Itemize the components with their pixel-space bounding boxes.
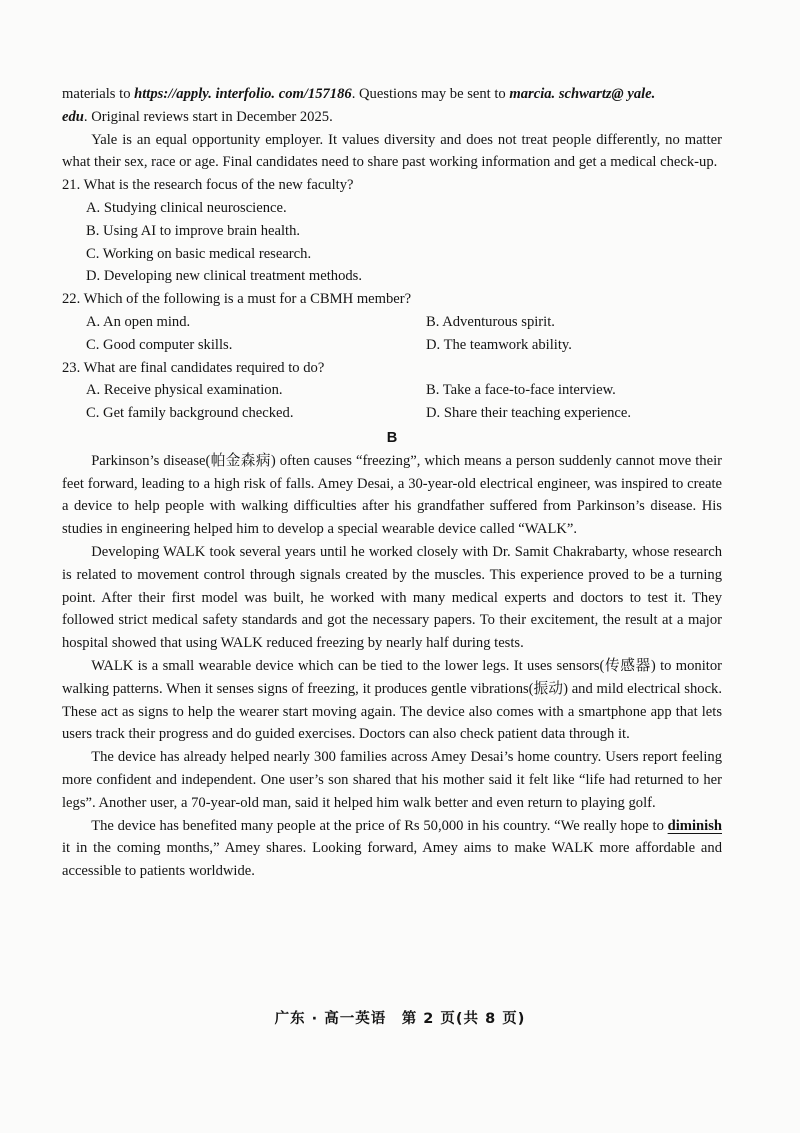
option-d: D. Developing new clinical treatment methods. — [86, 268, 362, 285]
section-heading-b: B — [386, 429, 398, 446]
text-fragment: . Original reviews start in December 2025. — [83, 108, 333, 125]
underlined-word: diminish — [667, 817, 722, 834]
question-23 — [62, 357, 722, 425]
text-fragment: The device has benefited many people at the price of Rs 50,000 in his country. “We really hope to — [91, 817, 668, 834]
text-fragment: . Questions may be sent to — [351, 86, 510, 102]
question-22 — [62, 288, 722, 356]
option-grid — [62, 379, 722, 425]
application-url: https://apply. interfolio. com/157186 — [134, 86, 352, 102]
text-fragment: materials to — [62, 86, 135, 102]
option-b: B. Take a face-to-face interview. — [426, 382, 616, 399]
passage-b-paragraph-5 — [62, 815, 722, 883]
option-a: A. An open mind. — [86, 313, 191, 330]
option-list — [62, 197, 722, 288]
text-fragment: it in the coming months,” Amey shares. Looking forward, Amey aims to make WALK more affordable and accessible to patients worldwide. — [62, 840, 722, 880]
question-stem: 22. Which of the following is a must for a CBMH member? — [62, 291, 412, 308]
passage-a-tail — [62, 83, 722, 129]
option-b: B. Adventurous spirit. — [426, 313, 555, 330]
page-content — [62, 83, 722, 883]
option-b: B. Using AI to improve brain health. — [86, 222, 301, 239]
option-c: C. Good computer skills. — [86, 336, 233, 353]
passage-b-paragraph-3: WALK is a small wearable device which can be tied to the lower legs. It uses sensors(传感器) to monitor walking patterns. When it senses signs of freezing, it produces gentle vibrations(振动) and mild electrical shock. These act as signs to help the wearer start moving again. The device also comes with a smartphone app that lets users track their progress and do guided exercises. Doctors can also check patient data through it. — [62, 657, 722, 743]
equal-opportunity-paragraph: Yale is an equal opportunity employer. It values diversity and does not treat people differently, no matter what their sex, race or age. Final candidates need to share past working information and get a medical check-up. — [62, 131, 722, 171]
passage-b-paragraph-4: The device has already helped nearly 300 families across Amey Desai’s home country. Users report feeling more confident and independent. One user’s son shared that his mother said it felt like “life had returned to her legs”. Another user, a 70-year-old man, said it helped him walk better and even return to playing golf. — [62, 749, 722, 811]
option-d: D. The teamwork ability. — [426, 336, 572, 353]
option-c: C. Get family background checked. — [86, 405, 294, 422]
contact-email-part2: edu — [62, 108, 84, 125]
question-stem: 21. What is the research focus of the new faculty? — [62, 177, 354, 194]
option-d: D. Share their teaching experience. — [426, 405, 632, 422]
page-footer: 广东 · 高一英语 第 2 页(共 8 页) — [274, 1011, 526, 1027]
contact-email-part1: marcia. schwartz@ yale. — [509, 86, 656, 102]
option-a: A. Studying clinical neuroscience. — [86, 199, 287, 216]
passage-b-paragraph-2: Developing WALK took several years until he worked closely with Dr. Samit Chakrabarty, whose research is related to movement control through signals created by the muscles. This experience proved to be a turning point. After their first model was built, he worked with many medical experts and doctors to test it. They followed strict medical safety standards and got the necessary papers. To their excitement, the result at a major hospital showed that using WALK reduced freezing by nearly half during tests. — [62, 543, 722, 652]
question-21 — [62, 174, 722, 288]
passage-b-paragraph-1: Parkinson’s disease(帕金森病) often causes “freezing”, which means a person suddenly cannot move their feet forward, leading to a high risk of falls. Amey Desai, a 30-year-old electrical engineer, was inspired to create a device to help people with walking difficulties after his grandfather suffered from Parkinson’s disease. His studies in engineering helped him to develop a special wearable device called “WALK”. — [62, 452, 722, 538]
option-c: C. Working on basic medical research. — [86, 245, 312, 262]
question-stem: 23. What are final candidates required to do? — [62, 359, 325, 376]
option-grid — [62, 311, 722, 357]
option-a: A. Receive physical examination. — [86, 382, 283, 399]
